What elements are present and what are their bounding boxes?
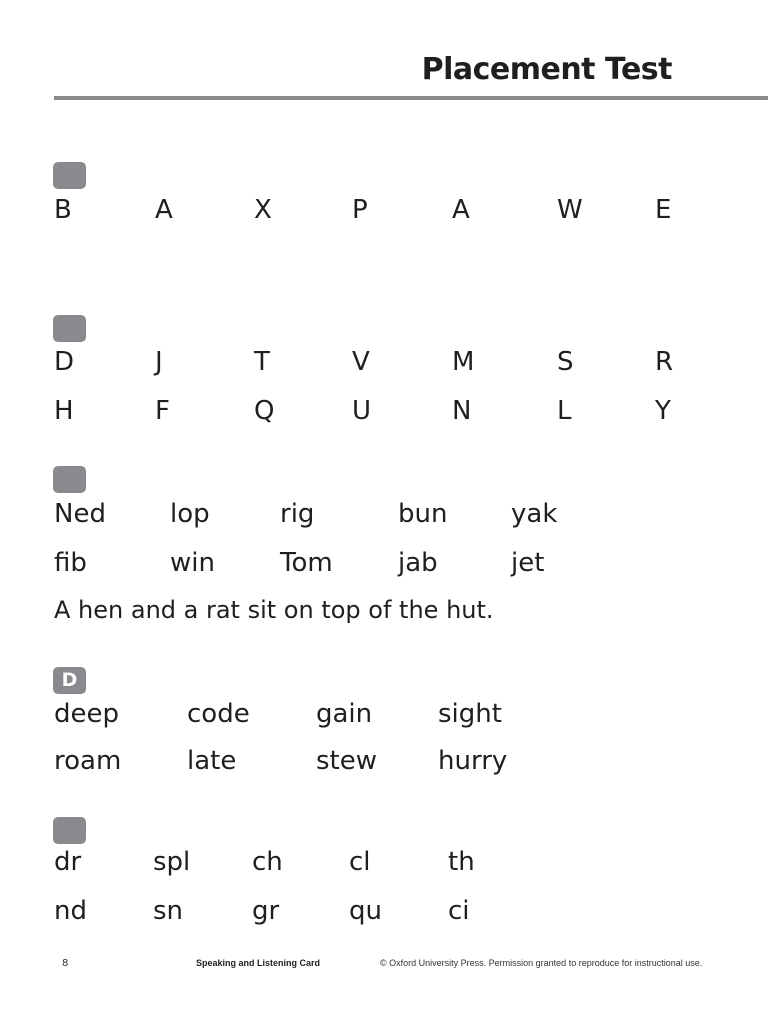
section-a-item: A [155, 195, 173, 225]
section-d-word: deep [54, 699, 119, 729]
section-a-badge [53, 162, 86, 189]
section-b-item: Y [655, 396, 671, 426]
section-d-word: late [187, 746, 237, 776]
section-c-badge [53, 466, 86, 493]
section-c-word: yak [511, 499, 558, 529]
section-b-item: V [352, 347, 370, 377]
section-a-item: A [452, 195, 470, 225]
section-d-word: hurry [438, 746, 508, 776]
section-e-badge [53, 817, 86, 844]
section-d-badge: D [53, 667, 86, 694]
section-a-item: P [352, 195, 368, 225]
section-e-blend: nd [54, 896, 87, 926]
section-b-item: S [557, 347, 574, 377]
section-b-item: F [155, 396, 170, 426]
section-b-item: N [452, 396, 472, 426]
section-b-item: R [655, 347, 674, 377]
section-d-word: stew [316, 746, 378, 776]
section-c-word: Tom [280, 548, 333, 578]
section-d-word: code [187, 699, 250, 729]
page-number: 8 [62, 958, 69, 969]
section-c-word: jab [398, 548, 438, 578]
header-rule [54, 96, 768, 100]
footer-copyright: © Oxford University Press. Permission granted to reproduce for instructional use. [380, 958, 703, 968]
section-e-blend: ch [252, 847, 283, 877]
page-title: Placement Test [421, 52, 672, 87]
section-b-item: H [54, 396, 74, 426]
section-e-blend: gr [252, 896, 280, 926]
section-b-item: Q [254, 396, 275, 426]
section-e-blend: dr [54, 847, 82, 877]
section-c-word: Ned [54, 499, 106, 529]
section-b-item: T [254, 347, 270, 377]
section-b-item: U [352, 396, 372, 426]
section-a-item: B [54, 195, 72, 225]
section-b-badge [53, 315, 86, 342]
section-a-item: E [655, 195, 672, 225]
section-a-item: X [254, 195, 272, 225]
section-e-blend: cl [349, 847, 371, 877]
section-c-word: bun [398, 499, 448, 529]
section-c-word: fib [54, 548, 87, 578]
section-d-word: sight [438, 699, 502, 729]
section-b-item: M [452, 347, 475, 377]
footer-card-title: Speaking and Listening Card [196, 958, 321, 968]
section-d-word: gain [316, 699, 373, 729]
section-e-blend: sn [153, 896, 184, 926]
section-c-word: rig [280, 499, 315, 529]
section-a-item: W [557, 195, 583, 225]
section-d-word: roam [54, 746, 122, 776]
section-c-word: lop [170, 499, 210, 529]
section-b-item: D [54, 347, 75, 377]
section-e-blend: ci [448, 896, 470, 926]
section-b-item: L [557, 396, 572, 426]
section-c-word: win [170, 548, 215, 578]
section-c-word: jet [511, 548, 545, 578]
section-e-blend: qu [349, 896, 382, 926]
section-c-sentence: A hen and a rat sit on top of the hut. [54, 596, 494, 624]
section-e-blend: th [448, 847, 475, 877]
section-b-item: J [155, 347, 163, 377]
section-e-blend: spl [153, 847, 191, 877]
